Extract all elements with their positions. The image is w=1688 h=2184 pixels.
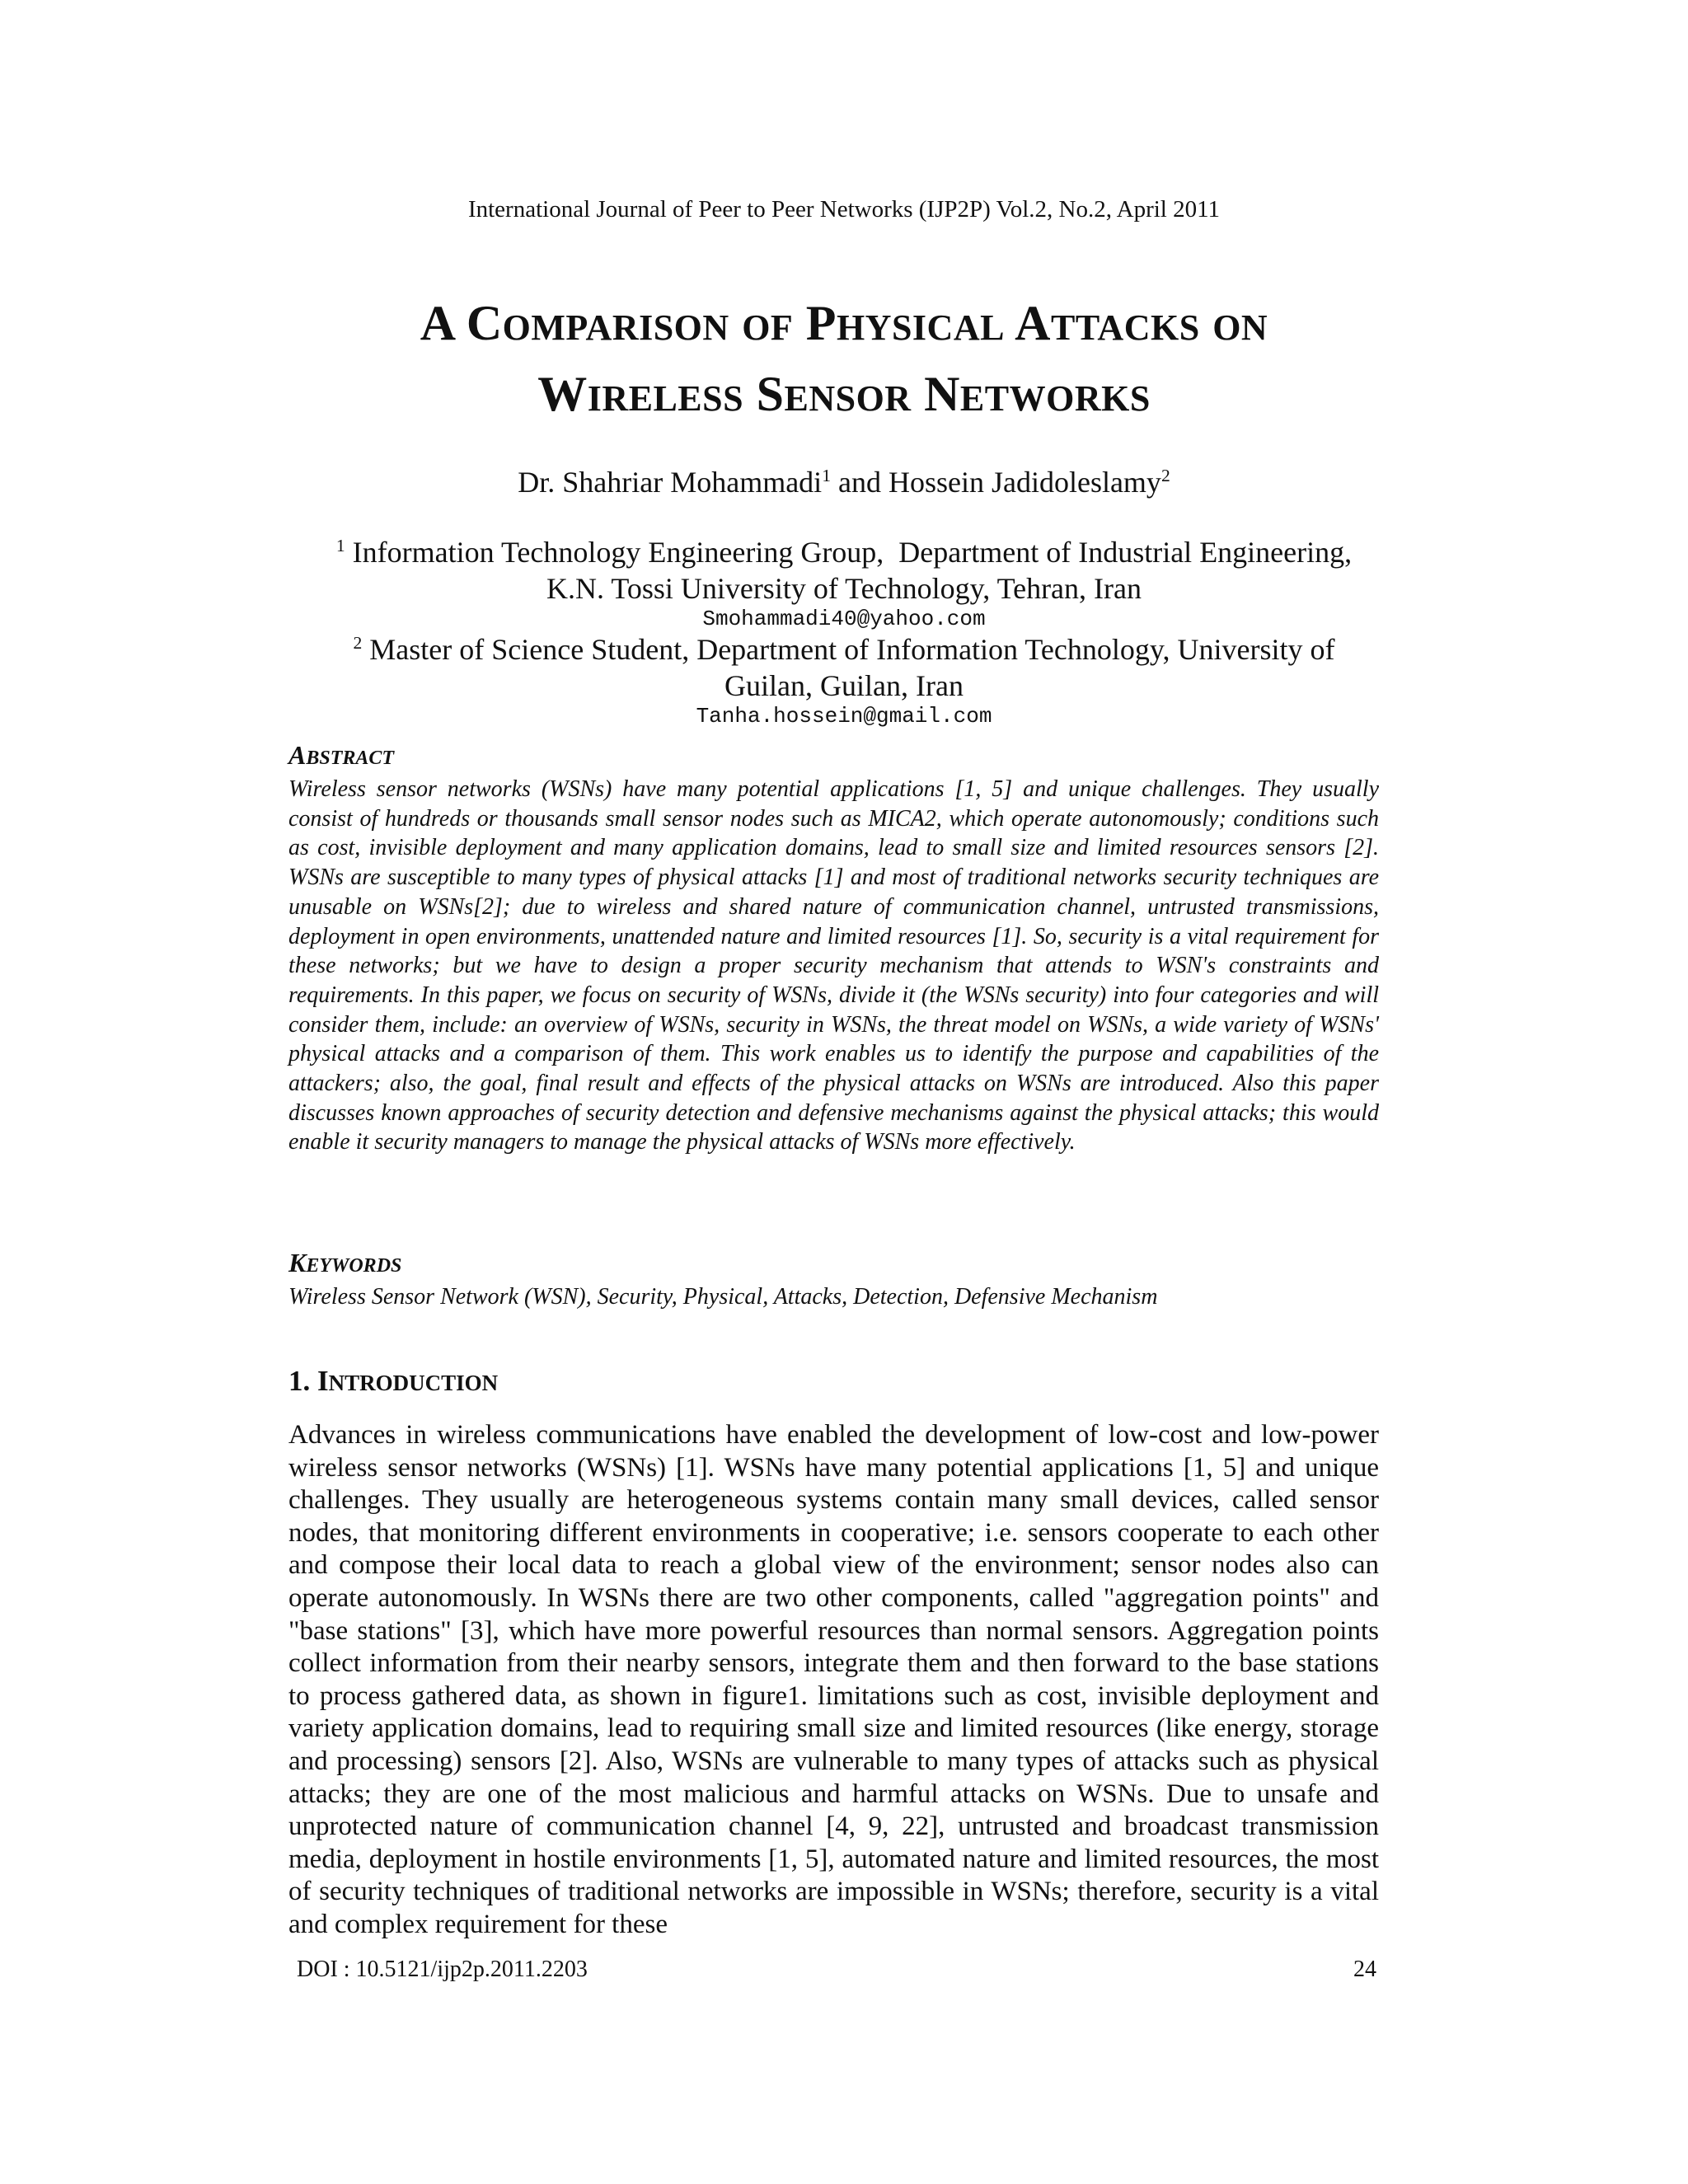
keywords-heading: KEYWORDS [288,1248,402,1277]
paper-title [0,290,1688,432]
abstract-heading: ABSTRACT [288,740,395,770]
email-1[interactable]: Smohammadi40@yahoo.com [702,607,986,631]
introduction-heading: 1. INTRODUCTION [288,1365,499,1397]
email-2[interactable]: Tanha.hossein@gmail.com [696,704,992,729]
doi: DOI : 10.5121/ijp2p.2011.2203 [297,1957,588,1982]
journal-header: International Journal of Peer to Peer Networks (IJP2P) Vol.2, No.2, April 2011 [467,196,1221,223]
abstract-text: Wireless sensor networks (WSNs) have many potential applications [1, 5] and unique challenges. They usually consist of hundreds or thousands small sensor nodes such as MICA2, which operate autonomously; conditions such as cost, invisible deployment and many application domains, lead to small size and limited resources sensors [2]. WSNs are susceptible to many types of physical attacks [1] and most of traditional networks security techniques are unusable on WSNs[2]; due to wireless and shared nature of communication channel, untrusted transmissions, deployment in open environments, unattended nature and limited resources [1]. So, security is a vital requirement for these networks; but we have to design a proper security mechanism that attends to WSN's constraints and requirements. In this paper, we focus on security of WSNs, divide it (the WSNs security) into four categories and will consider them, include: an overview of WSNs, security in WSNs, the threat model on WSNs, a wide variety of WSNs' physical attacks and a comparison of them. This work enables us to identify the purpose and capabilities of the attackers; also, the goal, final result and effects of the physical attacks on WSNs are introduced. Also this paper discusses known approaches of security detection and defensive mechanisms against the physical attacks; this would enable it security managers to manage the physical attacks of WSNs more effectively. [288,776,1379,1155]
author-line: Dr. Shahriar Mohammadi$^1$ and Hossein Jadidoleslamy$^2$ [518,466,1170,499]
affiliation-2: $^2$ Master of Science Student, Department of Information Technology, University of Guilan, Guilan, Iran [353,633,1335,702]
page-number: 24 [1353,1957,1376,1982]
introduction-text: Advances in wireless communications have enabled the development of low-cost and low-power wireless sensor networks (WSNs) [1]. WSNs have many potential applications [1, 5] and unique challenges. They usually are heterogeneous systems contain many small devices, called sensor nodes, that monitoring different environments in cooperative; i.e. sensors cooperate to each other and compose their local data to reach a global view of the environment; sensor nodes also can operate autonomously. In WSNs there are two other components, called "aggregation points" and "base stations" [3], which have more powerful resources than normal sensors. Aggregation points collect information from their nearby sensors, integrate them and then forward to the base stations to process gathered data, as shown in figure1. limitations such as cost, invisible deployment and variety application domains, lead to requiring small size and limited resources (like energy, storage and processing) sensors [2]. Also, WSNs are vulnerable to many types of attacks such as physical attacks; they are one of the most malicious and harmful attacks on WSNs. Due to unsafe and unprotected nature of communication channel [4, 9, 22], untrusted and broadcast transmission media, deployment in hostile environments [1, 5], automated nature and limited resources, the most of security techniques of traditional networks are impossible in WSNs; therefore, security is a vital and complex requirement for these [288,1420,1379,1939]
author-2: Hossein Jadidoleslamy [888,466,1161,499]
author-1: Dr. Shahriar Mohammadi [518,466,823,499]
paper-title-line-2: WIRELESS SENSOR NETWORKS [537,367,1151,421]
paper-title-line-1: A COMPARISON OF PHYSICAL ATTACKS ON [420,296,1268,350]
keywords-text: Wireless Sensor Network (WSN), Security, Physical, Attacks, Detection, Defensive Mechanism [288,1284,1158,1310]
affiliation-1: $^1$ Information Technology Engineering Group, Department of Industrial Engineering, K.N. Tossi University of Technology, Tehran, Iran [335,536,1353,605]
